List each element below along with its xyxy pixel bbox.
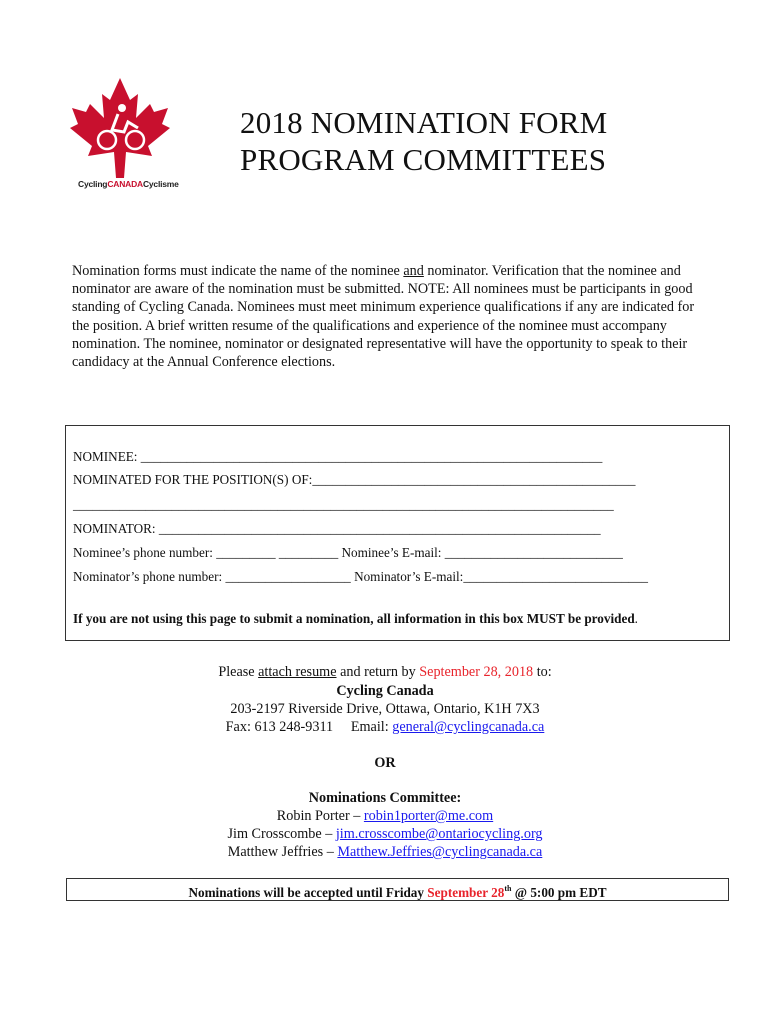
organization-address: 203-2197 Riverside Drive, Ottawa, Ontario, K1H 7X3 xyxy=(230,701,540,717)
nominator-contact-fields[interactable]: Nominator’s phone number: ___________________ Nominator’s E-mail:____________________________ xyxy=(73,569,648,584)
title-line-2: PROGRAM COMMITTEES xyxy=(240,142,607,177)
nominee-contact-fields[interactable]: Nominee’s phone number: _________ _________ Nominee’s E-mail: ___________________________ xyxy=(73,545,623,560)
title-line-1: 2018 NOMINATION FORM xyxy=(240,105,608,140)
position-field[interactable]: NOMINATED FOR THE POSITION(S) OF:_________________________________________________ xyxy=(73,472,636,487)
page-title xyxy=(240,104,607,178)
logo-wordmark: CyclingCANADACyclisme xyxy=(78,179,179,189)
nominator-field[interactable]: NOMINATOR: ___________________________________________________________________ xyxy=(73,521,601,536)
general-email-link[interactable]: general@cyclingcanada.ca xyxy=(392,719,545,735)
deadline-banner: Nominations will be accepted until Friday September 28th @ 5:00 pm EDT xyxy=(66,878,729,901)
intro-paragraph: Nomination forms must indicate the name of the nominee and nominator. Verification that the nominee and nominator are aware of the nomination must be submitted. NOTE: All nominees must be participants in good standing of Cycling Canada. Nominees must meet minimum experience qualifications if any are indicated for the position. A brief written resume of the qualifications and experience of the nominee must accompany nomination. The nominee, nominator or designated representative will have the opportunity to speak to their candidacy at the Annual Conference elections. xyxy=(72,263,695,371)
return-instructions: Please attach resume and return by September 28, 2018 to: xyxy=(218,664,552,680)
member-email-link[interactable]: jim.crosscombe@ontariocycling.org xyxy=(335,826,543,842)
position-field-continued[interactable]: __________________________________________________________________________________ xyxy=(73,497,614,512)
contact-line: Fax: 613 248-9311 Email: general@cyclingcanada.ca xyxy=(225,719,545,735)
or-separator: OR xyxy=(374,755,396,771)
nomination-form-box xyxy=(65,425,730,641)
committee-member: Robin Porter – robin1porter@me.com xyxy=(276,808,494,824)
organization-name: Cycling Canada xyxy=(336,683,434,699)
member-email-link[interactable]: Matthew.Jeffries@cyclingcanada.ca xyxy=(337,844,543,860)
maple-leaf-icon xyxy=(62,74,182,194)
nominee-field[interactable]: NOMINEE: ______________________________________________________________________ xyxy=(73,449,603,464)
committee-member: Jim Crosscombe – jim.crosscombe@ontariocycling.org xyxy=(227,826,543,842)
member-email-link[interactable]: robin1porter@me.com xyxy=(363,808,494,824)
committee-member: Matthew Jeffries – Matthew.Jeffries@cyclingcanada.ca xyxy=(227,844,543,860)
cycling-canada-logo xyxy=(62,74,182,194)
committee-heading: Nominations Committee: xyxy=(308,790,462,806)
form-notice: If you are not using this page to submit a nomination, all information in this box MUST be provided. xyxy=(73,611,638,626)
